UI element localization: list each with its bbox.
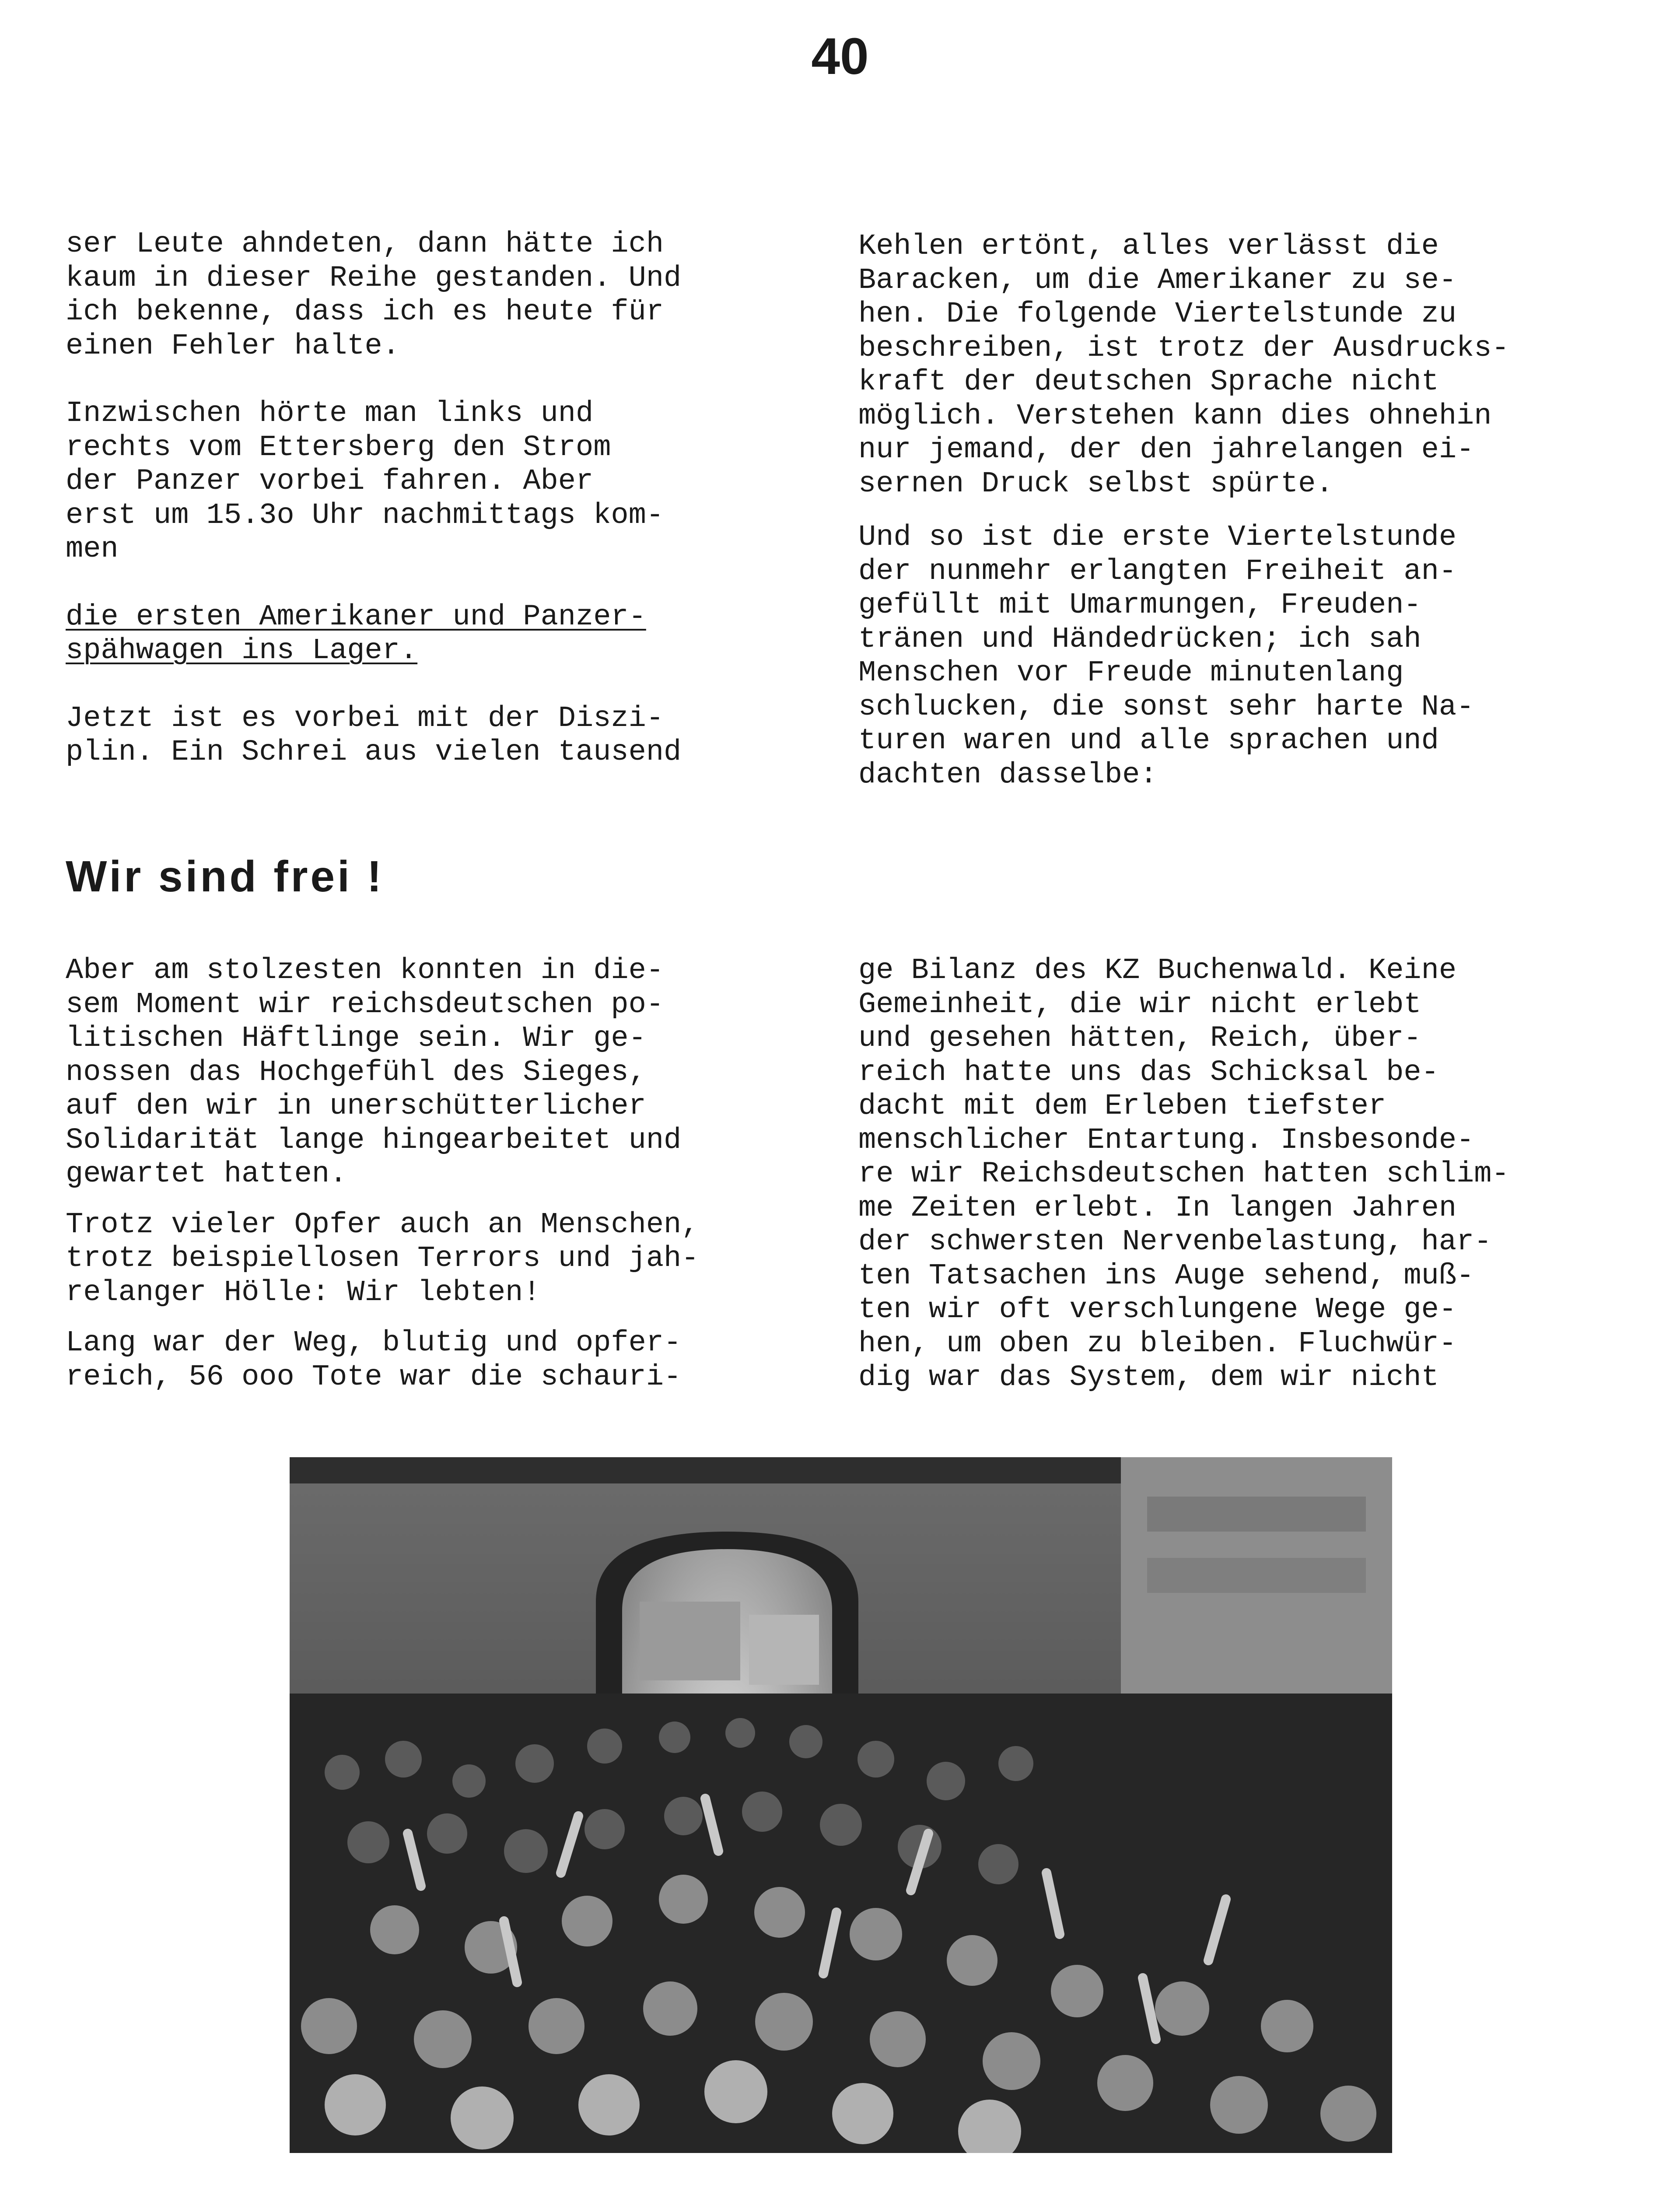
text-line: turen waren und alle sprachen und bbox=[858, 724, 1439, 757]
underlined-paragraph bbox=[66, 600, 681, 668]
text-line: dig war das System, dem wir nicht bbox=[858, 1361, 1439, 1394]
text-line: Kehlen ertönt, alles verlässt die bbox=[858, 230, 1439, 263]
text-line: Und so ist die erste Viertelstunde bbox=[858, 521, 1457, 554]
text-line: Gemeinheit, die wir nicht erlebt bbox=[858, 988, 1421, 1021]
text-line: und gesehen hätten, Reich, über- bbox=[858, 1022, 1421, 1055]
text-line: litischen Häftlinge sein. Wir ge- bbox=[66, 1022, 646, 1055]
text-line: re wir Reichsdeutschen hatten schlim- bbox=[858, 1157, 1509, 1191]
text-line: der schwersten Nervenbelastung, har- bbox=[858, 1225, 1492, 1259]
text-line: Inzwischen hörte man links und bbox=[66, 397, 594, 430]
text-line: Baracken, um die Amerikaner zu se- bbox=[858, 263, 1457, 297]
paragraph bbox=[66, 397, 681, 567]
text-line: reich, 56 ooo Tote war die schauri- bbox=[66, 1360, 682, 1394]
text-line: ser Leute ahndeten, dann hätte ich bbox=[66, 228, 664, 261]
text-line: rechts vom Ettersberg den Strom bbox=[66, 431, 611, 464]
text-line: der Panzer vorbei fahren. Aber bbox=[66, 465, 594, 498]
section2-right-column bbox=[858, 954, 1509, 1395]
text-line: sem Moment wir reichsdeutschen po- bbox=[66, 988, 664, 1021]
text-line: Jetzt ist es vorbei mit der Diszi- bbox=[66, 701, 664, 735]
photo-illustration bbox=[290, 1457, 1392, 2153]
text-line: ich bekenne, dass ich es heute für bbox=[66, 295, 664, 329]
text-line: Solidarität lange hingearbeitet und bbox=[66, 1123, 682, 1157]
text-line: möglich. Verstehen kann dies ohnehin bbox=[858, 399, 1492, 433]
text-line: trotz beispiellosen Terrors und jah- bbox=[66, 1242, 699, 1275]
text-line: nur jemand, der den jahrelangen ei- bbox=[858, 433, 1474, 466]
paragraph bbox=[66, 228, 681, 363]
paragraph bbox=[66, 1208, 699, 1310]
text-line: Aber am stolzesten konnten in die- bbox=[66, 954, 664, 987]
text-line: schlucken, die sonst sehr harte Na- bbox=[858, 690, 1474, 724]
text-line: tränen und Händedrücken; ich sah bbox=[858, 622, 1421, 656]
paragraph bbox=[858, 230, 1509, 501]
text-line: ge Bilanz des KZ Buchenwald. Keine bbox=[858, 954, 1457, 987]
section1-left-column bbox=[66, 228, 681, 770]
text-line: me Zeiten erlebt. In langen Jahren bbox=[858, 1191, 1457, 1225]
text-line: gewartet hatten. bbox=[66, 1157, 347, 1191]
text-line: beschreiben, ist trotz der Ausdrucks- bbox=[858, 331, 1509, 365]
text-line: Lang war der Weg, blutig und opfer- bbox=[66, 1326, 682, 1360]
text-line: ten Tatsachen ins Auge sehend, muß- bbox=[858, 1259, 1474, 1293]
text-line: sernen Druck selbst spürte. bbox=[858, 467, 1334, 501]
paragraph bbox=[66, 954, 699, 1192]
crowd-gate-photo bbox=[290, 1457, 1392, 2153]
paragraph bbox=[66, 1326, 699, 1394]
text-line: auf den wir in unerschütterlicher bbox=[66, 1090, 646, 1123]
text-line: einen Fehler halte. bbox=[66, 329, 400, 363]
text-line: hen. Die folgende Viertelstunde zu bbox=[858, 298, 1457, 331]
text-line: gefüllt mit Umarmungen, Freuden- bbox=[858, 589, 1421, 622]
text-line: reich hatte uns das Schicksal be- bbox=[858, 1055, 1439, 1089]
text-line: der nunmehr erlangten Freiheit an- bbox=[858, 554, 1457, 588]
text-line: nossen das Hochgefühl des Sieges, bbox=[66, 1055, 646, 1089]
section-heading: Wir sind frei ! bbox=[66, 852, 385, 901]
text-line: ten wir oft verschlungene Wege ge- bbox=[858, 1293, 1457, 1326]
paragraph bbox=[858, 954, 1509, 1395]
text-line: plin. Ein Schrei aus vielen tausend bbox=[66, 736, 682, 769]
paragraph bbox=[66, 702, 681, 770]
text-line: spähwagen ins Lager. bbox=[66, 634, 418, 667]
text-line: dachten dasselbe: bbox=[858, 758, 1158, 792]
section1-right-column bbox=[858, 230, 1509, 792]
text-line: kaum in dieser Reihe gestanden. Und bbox=[66, 261, 682, 295]
page-number: 40 bbox=[811, 28, 869, 85]
text-line: Menschen vor Freude minutenlang bbox=[858, 656, 1404, 690]
text-line: men bbox=[66, 533, 119, 566]
text-line: relanger Hölle: Wir lebten! bbox=[66, 1276, 541, 1309]
text-line: Trotz vieler Opfer auch an Menschen, bbox=[66, 1208, 699, 1241]
text-line: dacht mit dem Erleben tiefster bbox=[858, 1090, 1386, 1123]
text-line: hen, um oben zu bleiben. Fluchwür- bbox=[858, 1327, 1457, 1360]
section2-left-column bbox=[66, 954, 699, 1394]
text-line: die ersten Amerikaner und Panzer- bbox=[66, 600, 646, 634]
paragraph bbox=[858, 521, 1509, 792]
text-line: kraft der deutschen Sprache nicht bbox=[858, 365, 1439, 399]
text-line: erst um 15.3o Uhr nachmittags kom- bbox=[66, 498, 664, 532]
text-line: menschlicher Entartung. Insbesonde- bbox=[858, 1123, 1474, 1157]
